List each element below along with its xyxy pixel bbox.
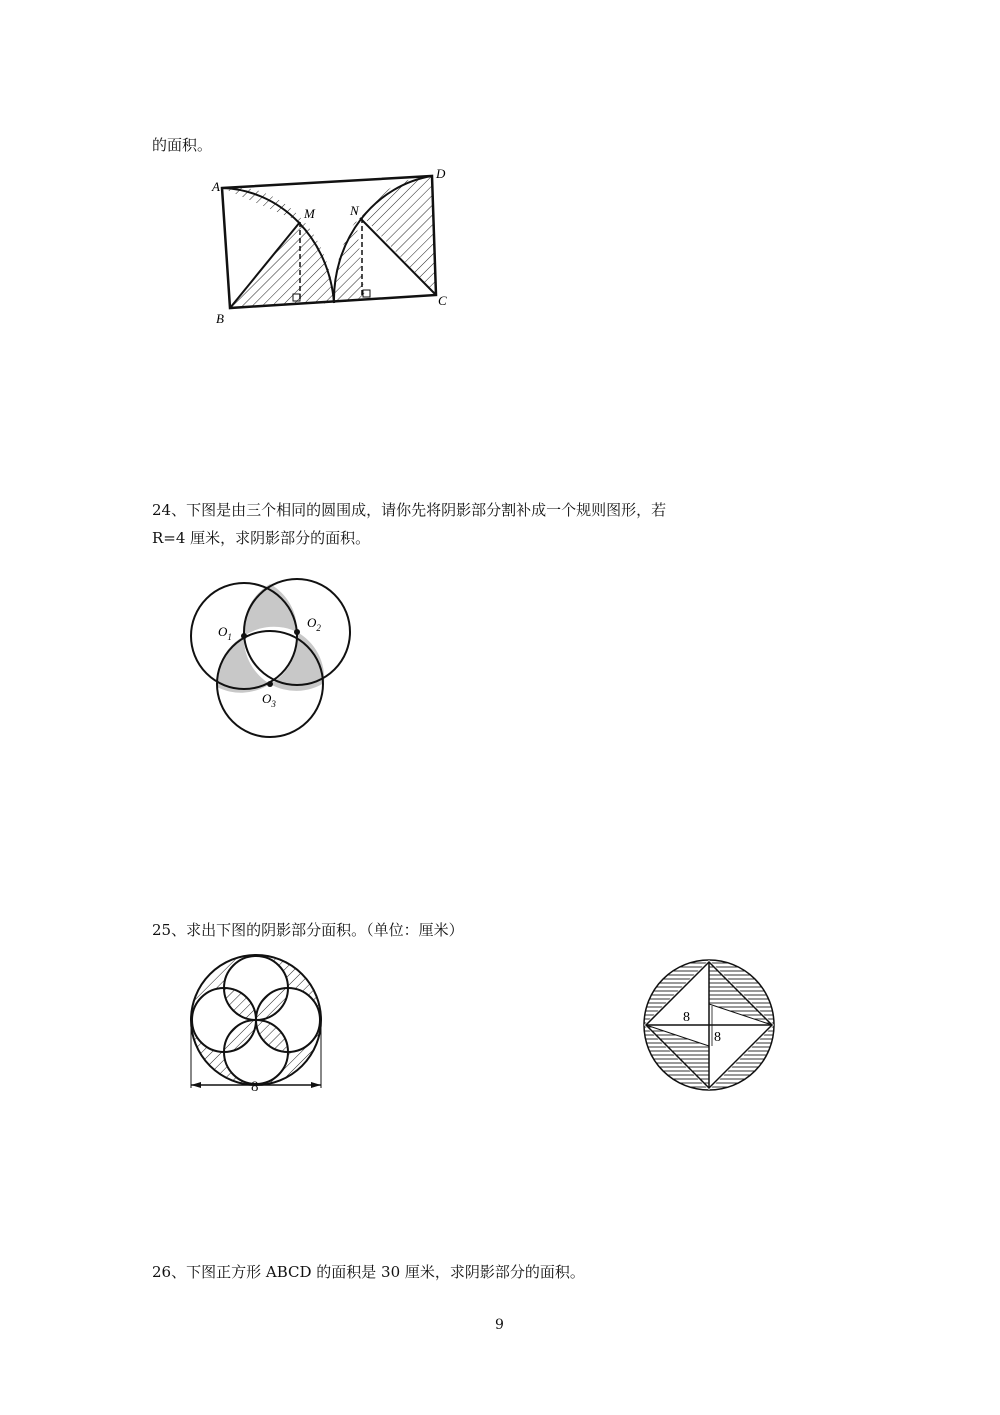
- page-number: 9: [495, 1317, 504, 1333]
- label-n: N: [350, 203, 359, 218]
- q24-line1: 24、下图是由三个相同的圆围成，请你先将阴影部分割补成一个规则图形，若: [152, 501, 667, 519]
- label-o1: O: [218, 624, 228, 639]
- figure-three-circles: [180, 570, 370, 750]
- label-b: B: [216, 311, 224, 326]
- label-o3-sub: 3: [271, 699, 276, 709]
- q24-line2: R=4 厘米，求阴影部分的面积。: [152, 529, 371, 547]
- label-d: D: [436, 166, 446, 181]
- q25-text: 25、求出下图的阴影部分面积。（单位：厘米）: [152, 921, 464, 939]
- figure-rectangle-arcs: [200, 160, 480, 350]
- svg-text:O3: [262, 691, 276, 709]
- figure-circle-square: [640, 958, 780, 1098]
- dimension-label-vertical: 8: [714, 1030, 721, 1045]
- dimension-label: 8: [251, 1079, 259, 1095]
- label-o2: O: [307, 615, 317, 630]
- figure-four-circles: [185, 950, 335, 1095]
- svg-text:O1: [218, 624, 232, 642]
- label-c: C: [438, 293, 447, 308]
- label-a: A: [212, 179, 220, 194]
- q23-text-tail: 的面积。: [152, 136, 213, 154]
- dimension-label-horizontal: 8: [683, 1010, 690, 1025]
- label-o1-sub: 1: [227, 632, 232, 642]
- label-o2-sub: 2: [316, 623, 321, 633]
- label-m: M: [304, 206, 315, 221]
- svg-text:O2: [307, 615, 321, 633]
- q26-text: 26、下图正方形 ABCD 的面积是 30 厘米，求阴影部分的面积。: [152, 1263, 585, 1281]
- label-o3: O: [262, 691, 272, 706]
